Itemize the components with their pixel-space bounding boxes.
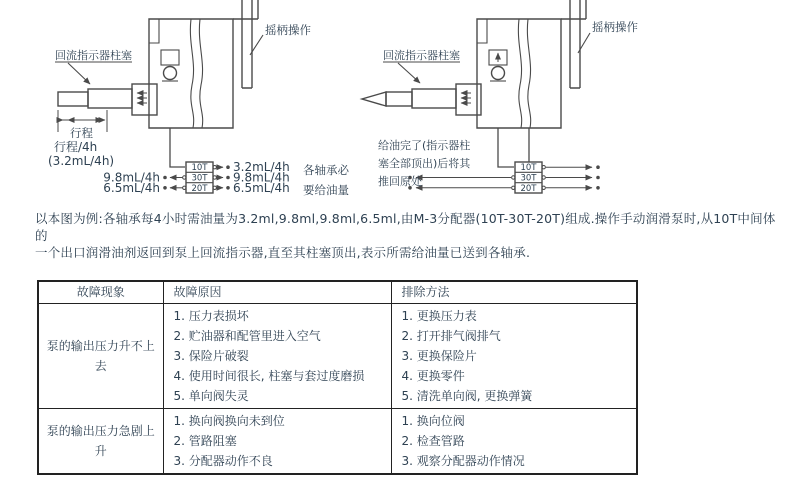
stroke-per-4h-label: 行程/4h: [54, 140, 98, 154]
cause-item: 1. 换向阀换向未到位: [173, 414, 285, 428]
remedy-item: 1. 更换压力表: [401, 309, 477, 323]
handle-operation-label: 摇柄操作: [592, 20, 638, 34]
handle-rod: [233, 0, 258, 88]
pipe-to-distributor: [498, 128, 529, 167]
plunger-rod: [58, 92, 88, 106]
phenomenon-cell: 泵的输出压力升不上去: [38, 304, 163, 409]
table-row: [38, 409, 637, 475]
header-phenomenon: 故障现象: [38, 281, 163, 304]
flow-left-1: 9.8mL/4h: [103, 170, 160, 185]
caption-line-2: 一个出口润滑油剂返回到泵上回流指示器,直至其柱塞顶出,表示所需给油量已送到各轴承.: [35, 245, 531, 260]
remedy-cell: [391, 409, 637, 475]
cause-item: 2. 管路阻塞: [173, 434, 237, 448]
phenomenon-cell: 泵的输出压力急剧上升: [38, 409, 163, 475]
oil-done-note-line2: 塞全部顶出)后将其: [378, 157, 471, 170]
table-row: [38, 304, 637, 409]
port-20t-label: 20T: [520, 183, 537, 194]
oil-done-note-line3: 推回原处: [378, 175, 422, 188]
port-10t-label: 10T: [520, 163, 537, 173]
bearing-note-line1: 各轴承必: [303, 163, 349, 177]
handle-rod: [561, 0, 586, 88]
cause-item: 5. 单向阀失灵: [173, 389, 249, 403]
table-header-row: [38, 281, 637, 304]
plunger-tip: [362, 92, 386, 106]
stroke-label: 行程: [70, 126, 93, 140]
header-cause: 故障原因: [163, 281, 391, 304]
remedy-item: 2. 打开排气阀排气: [401, 329, 501, 343]
cause-item: 2. 贮油器和配管里进入空气: [173, 329, 321, 343]
bearing-note-line2: 要给油量: [303, 183, 349, 197]
caption-paragraph: [35, 210, 783, 261]
flow-left-2: 6.5mL/4h: [103, 181, 160, 195]
return-indicator-plunger-label: 回流指示器柱塞: [55, 49, 132, 62]
check-ball: [492, 67, 505, 80]
flow-right-1: 3.2mL/4h: [233, 160, 290, 174]
plunger-sleeve: [132, 84, 157, 115]
indicator-leader-arrow: [383, 62, 460, 83]
plunger-rod: [386, 92, 412, 106]
check-ball: [164, 67, 177, 80]
remedy-item: 2. 检查管路: [401, 434, 465, 448]
port-20t-label: 20T: [191, 183, 208, 194]
cause-cell: [163, 409, 391, 475]
remedy-item: 3. 更换保险片: [401, 349, 477, 363]
caption-line-1: 以本图为例:各轴承每4小时需油量为3.2ml,9.8ml,9.8ml,6.5ml,由M-3分配器(10T-30T-20T)组成.操作手动润滑泵时,从10T中间体的: [35, 211, 776, 243]
remedy-item: 4. 更换零件: [401, 369, 465, 383]
handle-operation-label: 摇柄操作: [265, 23, 311, 37]
stroke-volume-label: (3.2mL/4h): [48, 154, 115, 168]
indicator-leader-arrow: [55, 62, 132, 84]
remedy-cell: [391, 304, 637, 409]
cause-item: 3. 保险片破裂: [173, 349, 249, 363]
cause-item: 4. 使用时间很长, 柱塞与套过度磨损: [173, 369, 365, 383]
port-30t-label: 30T: [191, 173, 208, 184]
port-30t-label: 30T: [520, 173, 537, 184]
return-indicator-plunger-label: 回流指示器柱塞: [383, 49, 460, 62]
cause-item: 1. 压力表损坏: [173, 309, 249, 323]
pipe-to-distributor: [170, 128, 185, 167]
flow-right-3: 6.5mL/4h: [233, 181, 290, 195]
port-10t-label: 10T: [191, 163, 208, 173]
pump-diagrams: [0, 0, 800, 210]
cause-item: 3. 分配器动作不良: [173, 454, 273, 468]
flow-right-2: 9.8mL/4h: [233, 170, 290, 185]
fault-table: [37, 280, 638, 475]
remedy-item: 1. 换向位阀: [401, 414, 465, 428]
oil-done-note-line1: 给油完了(指示器柱: [378, 139, 471, 152]
remedy-item: 3. 观察分配器动作情况: [401, 454, 525, 468]
remedy-item: 5. 清洗单向阀, 更换弹簧: [401, 389, 533, 403]
valve-chamber: [161, 50, 179, 65]
cause-cell: [163, 304, 391, 409]
header-remedy: 排除方法: [391, 281, 637, 304]
